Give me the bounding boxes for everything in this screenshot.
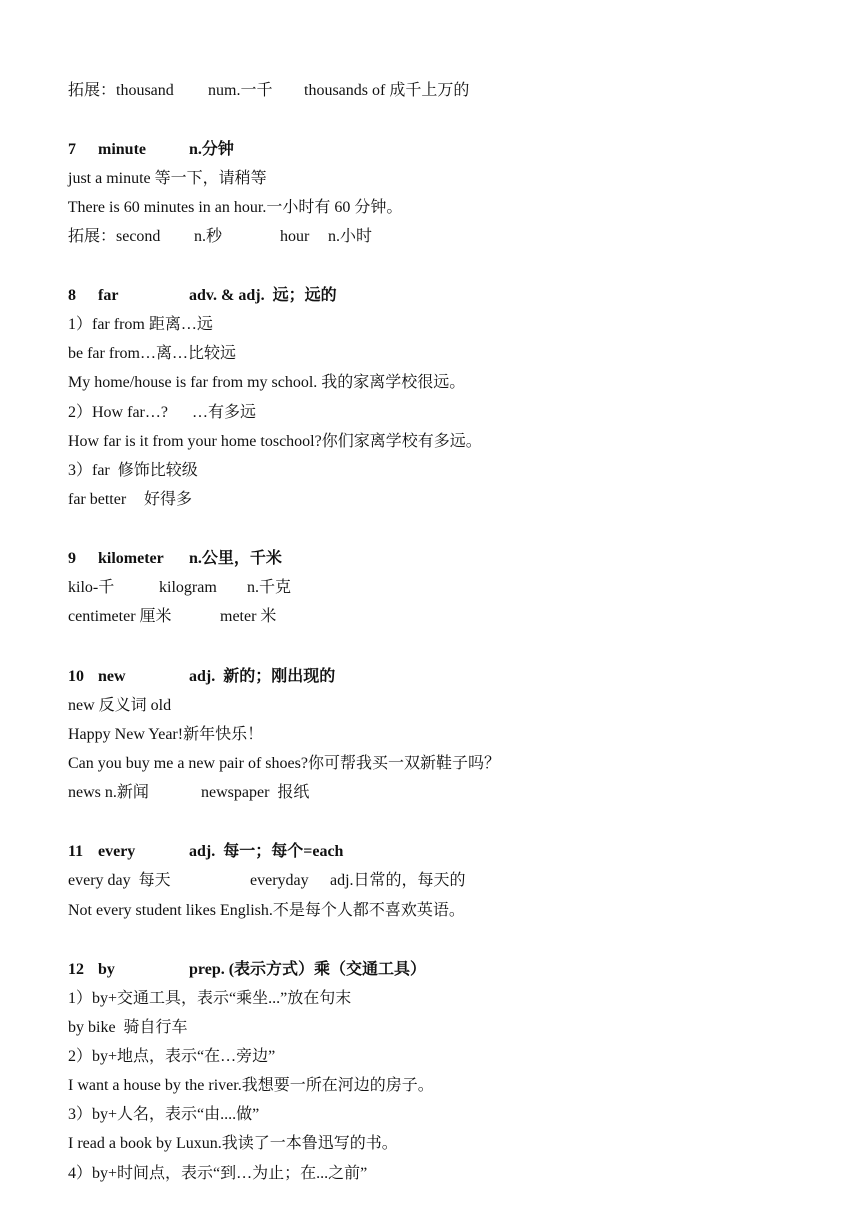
entry-heading-by: 12 by prep. (表示方式）乘（交通工具） bbox=[68, 961, 427, 978]
entry-line: Not every student likes English.不是每个人都不喜欢英语。 bbox=[68, 902, 465, 919]
entry-line: 1）far from 距离…远 bbox=[68, 316, 213, 333]
entry-line: just a minute 等一下，请稍等 bbox=[68, 170, 267, 187]
entry-line: I want a house by the river.我想要一所在河边的房子。 bbox=[68, 1077, 434, 1094]
entry-line: be far from…离…比较远 bbox=[68, 345, 236, 362]
entry-line: Can you buy me a new pair of shoes?你可帮我买一双新鞋子吗？ bbox=[68, 755, 500, 772]
entry-line: 4）by+时间点，表示“到…为止；在...之前” bbox=[68, 1165, 368, 1182]
entry-line: every day 每天 everyday adj.日常的，每天的 bbox=[68, 872, 466, 889]
entry-line: 拓展：second n.秒 hour n.小时 bbox=[68, 228, 373, 245]
entry-line: 2）How far…? …有多远 bbox=[68, 404, 257, 421]
entry-line: There is 60 minutes in an hour.一小时有 60 分钟。 bbox=[67, 199, 403, 216]
entry-line: far better 好得多 bbox=[68, 491, 193, 508]
entry-line: by bike 骑自行车 bbox=[68, 1019, 188, 1036]
entry-heading-new: 10 new adj. 新的；刚出现的 bbox=[68, 668, 336, 685]
entry-heading-minute: 7 minute n.分钟 bbox=[68, 141, 234, 158]
entry-line: Happy New Year!新年快乐！ bbox=[68, 726, 264, 743]
entry-line: news n.新闻 newspaper 报纸 bbox=[68, 784, 310, 801]
entry-line: centimeter 厘米 meter 米 bbox=[68, 608, 277, 625]
entry-heading-every: 11 every adj. 每一；每个=each bbox=[68, 843, 344, 860]
entry-heading-kilometer: 9 kilometer n.公里，千米 bbox=[68, 550, 282, 567]
entry-line: 1）by+交通工具，表示“乘坐...”放在句末 bbox=[68, 990, 352, 1007]
entry-heading-far: 8 far adv. & adj. 远；远的 bbox=[68, 287, 337, 304]
entry-line: My home/house is far from my school. 我的家离学校很远。 bbox=[68, 374, 466, 391]
entry-line: 拓展：thousand num.一千 thousands of 成千上万的 bbox=[68, 82, 470, 99]
entry-line: How far is it from your home toschool?你们家离学校有多远。 bbox=[68, 433, 482, 450]
entry-line: 2）by+地点，表示“在…旁边” bbox=[68, 1048, 276, 1065]
entry-line: 3）by+人名，表示“由....做” bbox=[68, 1106, 260, 1123]
entry-line: 3）far 修饰比较级 bbox=[68, 462, 198, 479]
entry-line: new 反义词 old bbox=[68, 697, 172, 714]
entry-line: kilo-千 kilogram n.千克 bbox=[68, 579, 292, 596]
entry-line: I read a book by Luxun.我读了一本鲁迅写的书。 bbox=[68, 1135, 398, 1152]
